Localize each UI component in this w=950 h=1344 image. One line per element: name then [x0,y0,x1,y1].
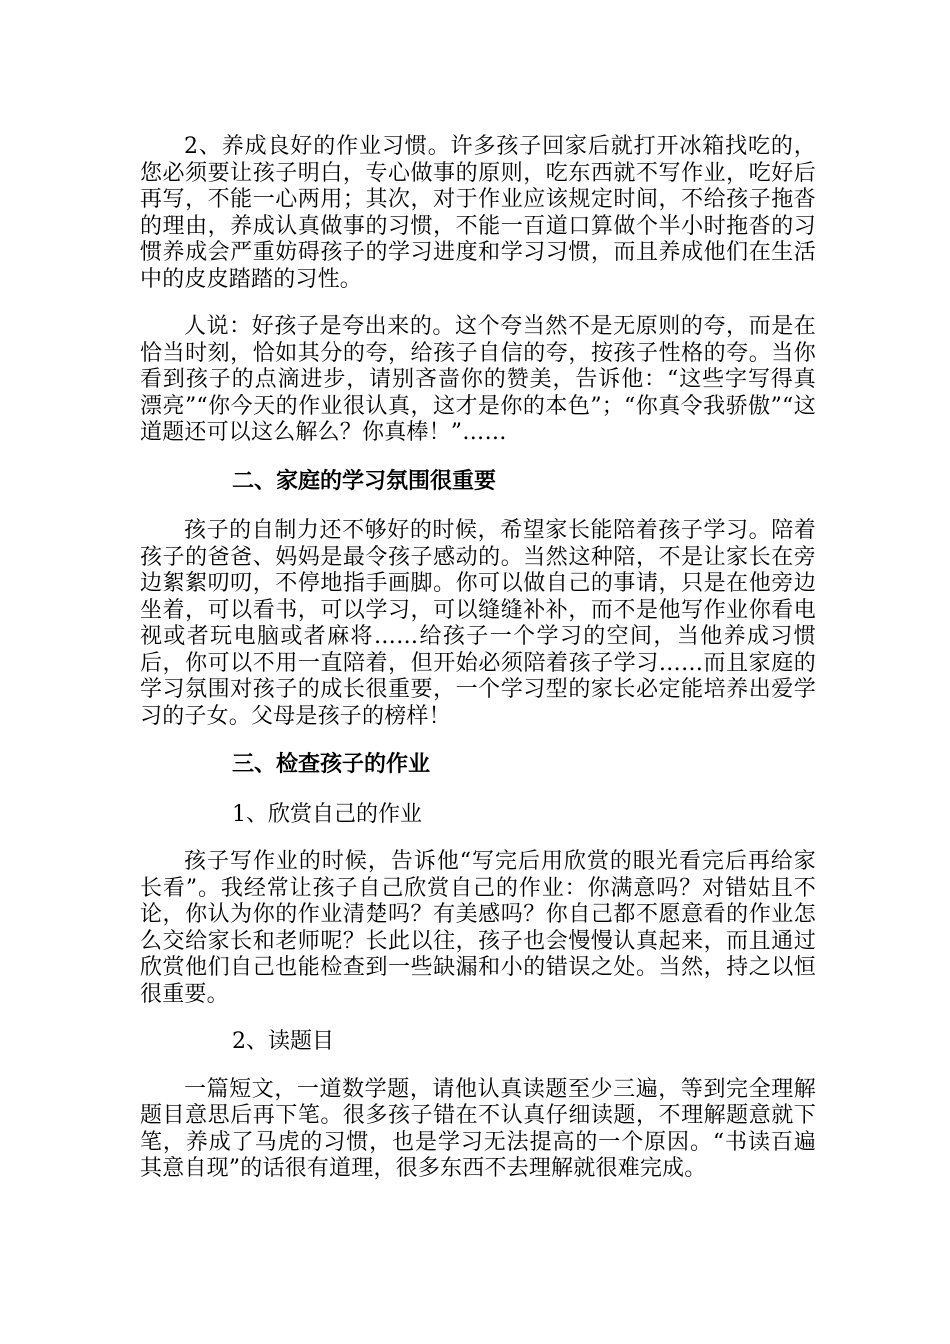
paragraph-family-atmosphere: 孩子的自制力还不够好的时候，希望家长能陪着孩子学习。陪着孩子的爸爸、妈妈是最令孩子感动的。当然这种陪，不是让家长在旁边絮絮叨叨，不停地指手画脚。你可以做自己的事请，只是在他旁边坐着，可以看书，可以学习，可以缝缝补补，而不是他写作业你看电视或者玩电脑或者麻将……给孩子一个学习的空间，当他养成习惯后，你可以不用一直陪着，但开始必须陪着孩子学习……而且家庭的学习氛围对孩子的成长很重要，一个学习型的家长必定能培养出爱学习的子女。父母是孩子的榜样！ [140,518,816,729]
paragraph-praise: 人说：好孩子是夸出来的。这个夸当然不是无原则的夸，而是在恰当时刻，恰如其分的夸，给孩子自信的夸，按孩子性格的夸。当你看到孩子的点滴进步，请别吝啬你的赞美，告诉他：“这些字写得真漂亮”“你今天的作业很认真，这才是你的本色”；“你真令我骄傲”“这道题还可以这么解么？你真棒！”…… [140,314,816,445]
paragraph-read-question: 一篇短文，一道数学题，请他认真读题至少三遍，等到完全理解题目意思后再下笔。很多孩子错在不认真仔细读题，不理解题意就下笔，养成了马虎的习惯，也是学习无法提高的一个原因。“书读百遍其意自现”的话很有道理，很多东西不去理解就很难完成。 [140,1076,816,1181]
subheading-read-question: 2、读题目 [232,1029,334,1054]
paragraph-appreciate-homework: 孩子写作业的时候，告诉他“写完后用欣赏的眼光看完后再给家长看”。我经常让孩子自己欣赏自己的作业：你满意吗？对错姑且不论，你认为你的作业清楚吗？有美感吗？你自己都不愿意看的作业怎么交给家长和老师呢？长此以往，孩子也会慢慢认真起来，而且通过欣赏他们自己也能检查到一些缺漏和小的错误之处。当然，持之以恒很重要。 [140,849,816,1007]
document-body [140,134,816,1204]
paragraph-homework-habit: 2、养成良好的作业习惯。许多孩子回家后就打开冰箱找吃的，您必须要让孩子明白，专心做事的原则，吃东西就不写作业，吃好后再写，不能一心两用；其次，对于作业应该规定时间，不给孩子拖沓的理由，养成认真做事的习惯，不能一百道口算做个半小时拖沓的习惯养成会严重妨碍孩子的学习进度和学习习惯，而且养成他们在生活中的皮皮踏踏的习性。 [140,134,816,292]
section-heading-check-homework: 三、检查孩子的作业 [232,751,431,777]
section-heading-family-atmosphere: 二、家庭的学习氛围很重要 [232,467,497,494]
subheading-appreciate-homework: 1、欣赏自己的作业 [232,801,422,827]
